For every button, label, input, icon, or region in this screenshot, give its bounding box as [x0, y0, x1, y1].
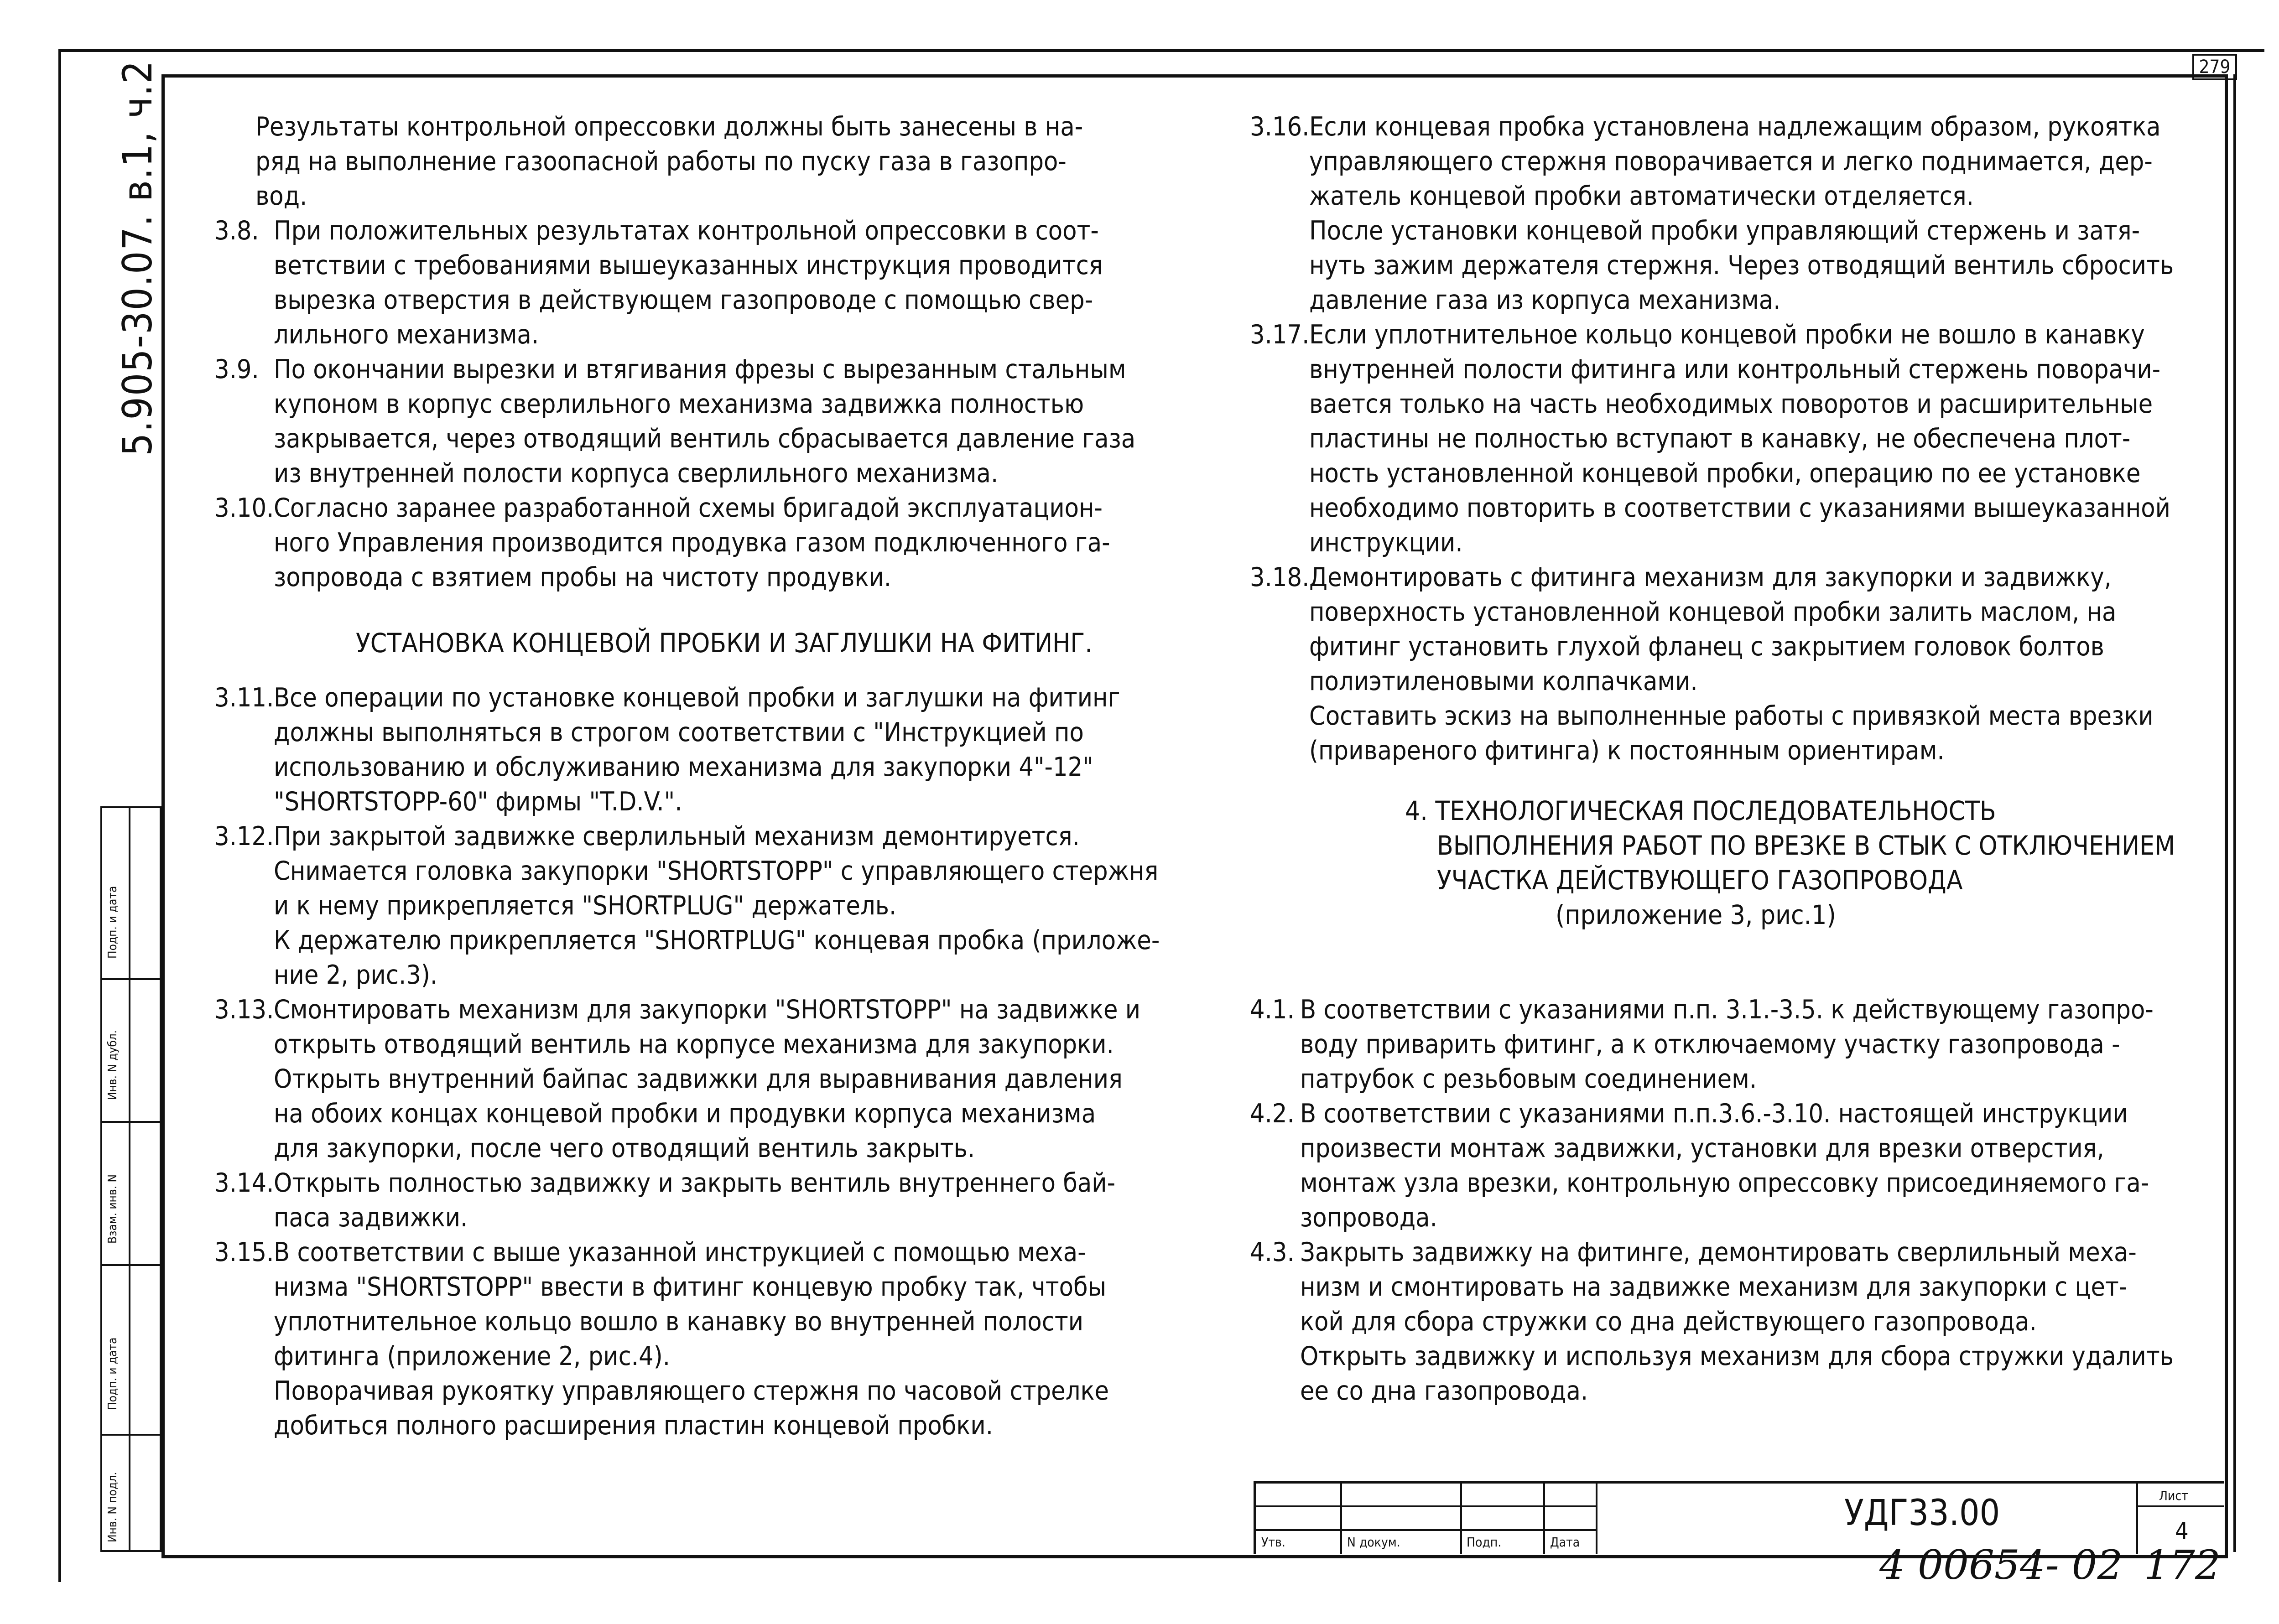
text-line: При закрытой задвижке сверлильный механизм демонтируется. [274, 821, 1080, 851]
paragraph-number: 4.3. [1250, 1237, 1295, 1267]
text-line: ряд на выполнение газоопасной работы по пуску газа в газопро- [255, 146, 1067, 176]
tb-divider [2136, 1505, 2224, 1507]
text-line: Открыть задвижку и используя механизм для сбора стружки удалить [1300, 1341, 2174, 1371]
stamp-label: Инв. N дубл. [106, 1030, 120, 1100]
text-line: использованию и обслуживанию механизма для закупорки 4"-12" [274, 752, 1093, 782]
handwritten-page: 172 [2144, 1541, 2221, 1588]
text-line: "SHORTSTOPP-60" фирмы "T.D.V.". [274, 787, 682, 817]
paragraph-number: 4.1. [1250, 995, 1295, 1025]
text-line: В соответствии с указаниями п.п. 3.1.-3.5. к действующему газопро- [1300, 995, 2154, 1025]
tb-divider [1340, 1484, 1342, 1554]
text-line: Смонтировать механизм для закупорки "SHORTSTOPP" на задвижке и [274, 995, 1141, 1025]
paragraph-3-9 [214, 352, 1209, 491]
text-line: внутренней полости фитинга или контрольный стержень поворачи- [1309, 354, 2161, 384]
text-line: инструкции. [1309, 528, 1463, 558]
text-line: жатель концевой пробки автоматически отделяется. [1309, 181, 1974, 211]
paragraph-number: 3.12. [214, 821, 274, 851]
text-line: ность установленной концевой пробки, операцию по ее установке [1309, 458, 2141, 488]
stamp-divider [102, 1121, 160, 1123]
text-line: монтаж узла врезки, контрольную опрессовку присоединяемого га- [1300, 1168, 2149, 1198]
text-line: полиэтиленовыми колпачками. [1309, 666, 1698, 696]
text-line: открыть отводящий вентиль на корпусе механизма для закупорки. [274, 1029, 1114, 1059]
text-line: ного Управления производится продувка газом подключенного га- [274, 528, 1110, 558]
paragraph-3-17 [1250, 317, 2217, 560]
paragraph-4-3 [1250, 1235, 2217, 1408]
text-line: закрывается, через отводящий вентиль сбрасывается давление газа [274, 424, 1136, 454]
tb-divider [1256, 1505, 1596, 1507]
heading-line: УЧАСТКА ДЕЙСТВУЮЩЕГО ГАЗОПРОВОДА [1437, 865, 1963, 896]
paragraph-3-11 [214, 680, 1209, 819]
text-line: При положительных результатах контрольной опрессовки в соот- [274, 216, 1099, 246]
text-line: купоном в корпус сверлильного механизма задвижка полностью [274, 389, 1084, 419]
text-line: пластины не полностью вступают в канавку, не обеспечена плот- [1309, 424, 2131, 454]
text-line: поверхность установленной концевой пробки залить маслом, на [1309, 597, 2117, 627]
paragraph [214, 109, 1209, 213]
text-line: из внутренней полости корпуса сверлильного механизма. [274, 458, 999, 488]
text-line: паса задвижки. [274, 1203, 468, 1233]
text-line: должны выполняться в строгом соответствии с "Инструкцией по [274, 717, 1084, 747]
text-line: вырезка отверстия в действующем газопроводе с помощью свер- [274, 285, 1093, 315]
text-line: Если концевая пробка установлена надлежащим образом, рукоятка [1309, 112, 2161, 142]
text-line: низма "SHORTSTOPP" ввести в фитинг концевую пробку так, чтобы [274, 1272, 1107, 1302]
text-line: вается только на часть необходимых поворотов и расширительные [1309, 389, 2153, 419]
paragraph-4-1 [1250, 992, 2217, 1096]
stamp-label: Подп. и дата [106, 886, 120, 959]
vertical-document-code: 5.905-30.07. в.1, ч.2 [114, 60, 161, 456]
left-column-top [214, 109, 1209, 595]
text-line: воду приварить фитинг, а к отключаемому участку газопровода - [1300, 1029, 2120, 1059]
text-line: для закупорки, после чего отводящий вентиль закрыть. [274, 1133, 975, 1163]
tb-label-sheet: Лист [2159, 1488, 2188, 1503]
stamp-divider [102, 1264, 160, 1266]
text-line: Закрыть задвижку на фитинге, демонтировать сверлильный меха- [1300, 1237, 2137, 1267]
text-line: произвести монтаж задвижки, установки для врезки отверстия, [1300, 1133, 2104, 1163]
document-code: УДГ33.00 [1844, 1493, 2000, 1534]
stamp-table [100, 806, 161, 1552]
sheet-number: 4 [2175, 1518, 2189, 1545]
text-line: кой для сбора стружки со дна действующего газопровода. [1300, 1307, 2037, 1337]
text-line: Поворачивая рукоятку управляющего стержня по часовой стрелке [274, 1376, 1109, 1406]
paragraph-number: 3.16. [1250, 112, 1310, 142]
heading-line: (приложение 3, рис.1) [1556, 899, 1836, 930]
text-line: По окончании вырезки и втягивания фрезы с вырезанным стальным [274, 354, 1126, 384]
text-line: ние 2, рис.3). [274, 960, 438, 990]
text-line: Открыть полностью задвижку и закрыть вентиль внутреннего бай- [274, 1168, 1116, 1198]
stamp-label: Инв. N подл. [106, 1472, 120, 1542]
tb-divider [1596, 1484, 1597, 1554]
paragraph-number: 3.9. [214, 354, 259, 384]
tb-label-doc-number: N докум. [1347, 1535, 1400, 1550]
tb-divider [2136, 1484, 2138, 1554]
text-line: (привареного фитинга) к постоянным ориентирам. [1309, 736, 1945, 766]
paragraph-number: 4.2. [1250, 1099, 1295, 1129]
tb-divider [1543, 1484, 1545, 1554]
paragraph-number: 3.18. [1250, 562, 1310, 592]
section-heading-end-plug: УСТАНОВКА КОНЦЕВОЙ ПРОБКИ И ЗАГЛУШКИ НА ФИТИНГ. [356, 628, 1093, 659]
text-line: нуть зажим держателя стержня. Через отводящий вентиль сбросить [1309, 250, 2174, 280]
text-line: уплотнительное кольцо вошло в канавку во внутренней полости [274, 1307, 1084, 1337]
paragraph-3-8 [214, 213, 1209, 352]
stamp-divider [129, 808, 130, 1550]
text-line: добиться полного расширения пластин концевой пробки. [274, 1411, 993, 1441]
text-line: К держателю прикрепляется "SHORTPLUG" концевая пробка (приложе- [274, 925, 1160, 955]
text-line: Результаты контрольной опрессовки должны быть занесены в на- [255, 112, 1083, 142]
left-column-bottom [214, 680, 1209, 1443]
text-line: ее со дна газопровода. [1300, 1376, 1588, 1406]
tb-divider [1256, 1529, 1596, 1531]
text-line: давление газа из корпуса механизма. [1309, 285, 1781, 315]
paragraph-3-15 [214, 1235, 1209, 1443]
text-line: и к нему прикрепляется "SHORTPLUG" держатель. [274, 891, 897, 921]
right-frame-strip [2222, 74, 2236, 1552]
right-column-bottom [1250, 992, 2217, 1408]
text-line: Если уплотнительное кольцо концевой пробки не вошло в канавку [1309, 320, 2145, 350]
paragraph-4-2 [1250, 1096, 2217, 1235]
paragraph-3-16 [1250, 109, 2217, 317]
text-line: Демонтировать с фитинга механизм для закупорки и задвижку, [1309, 562, 2112, 592]
tb-divider [1460, 1484, 1462, 1554]
text-line: зопровода. [1300, 1203, 1437, 1233]
section-heading-4 [1405, 794, 2175, 932]
text-line: ветствии с требованиями вышеуказанных инструкция проводится [274, 250, 1103, 280]
paragraph-3-12 [214, 819, 1209, 992]
right-column-top [1250, 109, 2217, 768]
text-line: В соответствии с указаниями п.п.3.6.-3.10. настоящей инструкции [1300, 1099, 2128, 1129]
paragraph-3-18 [1250, 560, 2217, 768]
tb-label-date: Дата [1550, 1535, 1580, 1550]
stamp-divider [102, 978, 160, 980]
paragraph-number: 3.13. [214, 995, 274, 1025]
stamp-divider [102, 1434, 160, 1436]
tb-label-approved: Утв. [1261, 1535, 1285, 1550]
text-line: необходимо повторить в соответствии с указаниями вышеуказанной [1309, 493, 2170, 523]
text-line: лильного механизма. [274, 320, 539, 350]
text-line: Открыть внутренний байпас задвижки для выравнивания давления [274, 1064, 1123, 1094]
text-line: фитинг установить глухой фланец с закрытием головок болтов [1309, 632, 2104, 662]
paragraph-number: 3.17. [1250, 320, 1310, 350]
text-line: Согласно заранее разработанной схемы бригадой эксплуатацион- [274, 493, 1103, 523]
paragraph-number: 3.15. [214, 1237, 274, 1267]
stamp-label: Взам. инв. N [106, 1174, 120, 1244]
heading-line: 4. ТЕХНОЛОГИЧЕСКАЯ ПОСЛЕДОВАТЕЛЬНОСТЬ [1405, 795, 1996, 826]
paragraph-number: 3.10. [214, 493, 274, 523]
page-number: 279 [2192, 54, 2237, 80]
paragraph-3-14 [214, 1166, 1209, 1235]
paragraph-3-13 [214, 992, 1209, 1166]
text-line: зопровода с взятием пробы на чистоту продувки. [274, 562, 892, 592]
text-line: на обоих концах концевой пробки и продувки корпуса механизма [274, 1099, 1096, 1129]
heading-line: ВЫПОЛНЕНИЯ РАБОТ ПО ВРЕЗКЕ В СТЫК С ОТКЛЮЧЕНИЕМ [1437, 830, 2175, 861]
text-line: патрубок с резьбовым соединением. [1300, 1064, 1757, 1094]
tb-label-signature: Подп. [1467, 1535, 1502, 1550]
text-line: Составить эскиз на выполненные работы с привязкой места врезки [1309, 701, 2154, 731]
paragraph-number: 3.8. [214, 216, 259, 246]
text-line: управляющего стержня поворачивается и легко поднимается, дер- [1309, 146, 2153, 176]
paragraph-number: 3.14. [214, 1168, 274, 1198]
text-line: В соответствии с выше указанной инструкцией с помощью меха- [274, 1237, 1086, 1267]
text-line: После установки концевой пробки управляющий стержень и затя- [1309, 216, 2140, 246]
text-line: фитинга (приложение 2, рис.4). [274, 1341, 670, 1371]
paragraph-3-10 [214, 491, 1209, 595]
stamp-label: Подп. и дата [106, 1337, 120, 1410]
text-line: низм и смонтировать на задвижке механизм для закупорки с цет- [1300, 1272, 2128, 1302]
paragraph-number: 3.11. [214, 683, 274, 713]
text-line: Снимается головка закупорки "SHORTSTOPP" с управляющего стержня [274, 856, 1159, 886]
text-line: вод. [255, 181, 307, 211]
handwritten-note: 4 00654- 02 [1879, 1541, 2123, 1588]
text-line: Все операции по установке концевой пробки и заглушки на фитинг [274, 683, 1120, 713]
